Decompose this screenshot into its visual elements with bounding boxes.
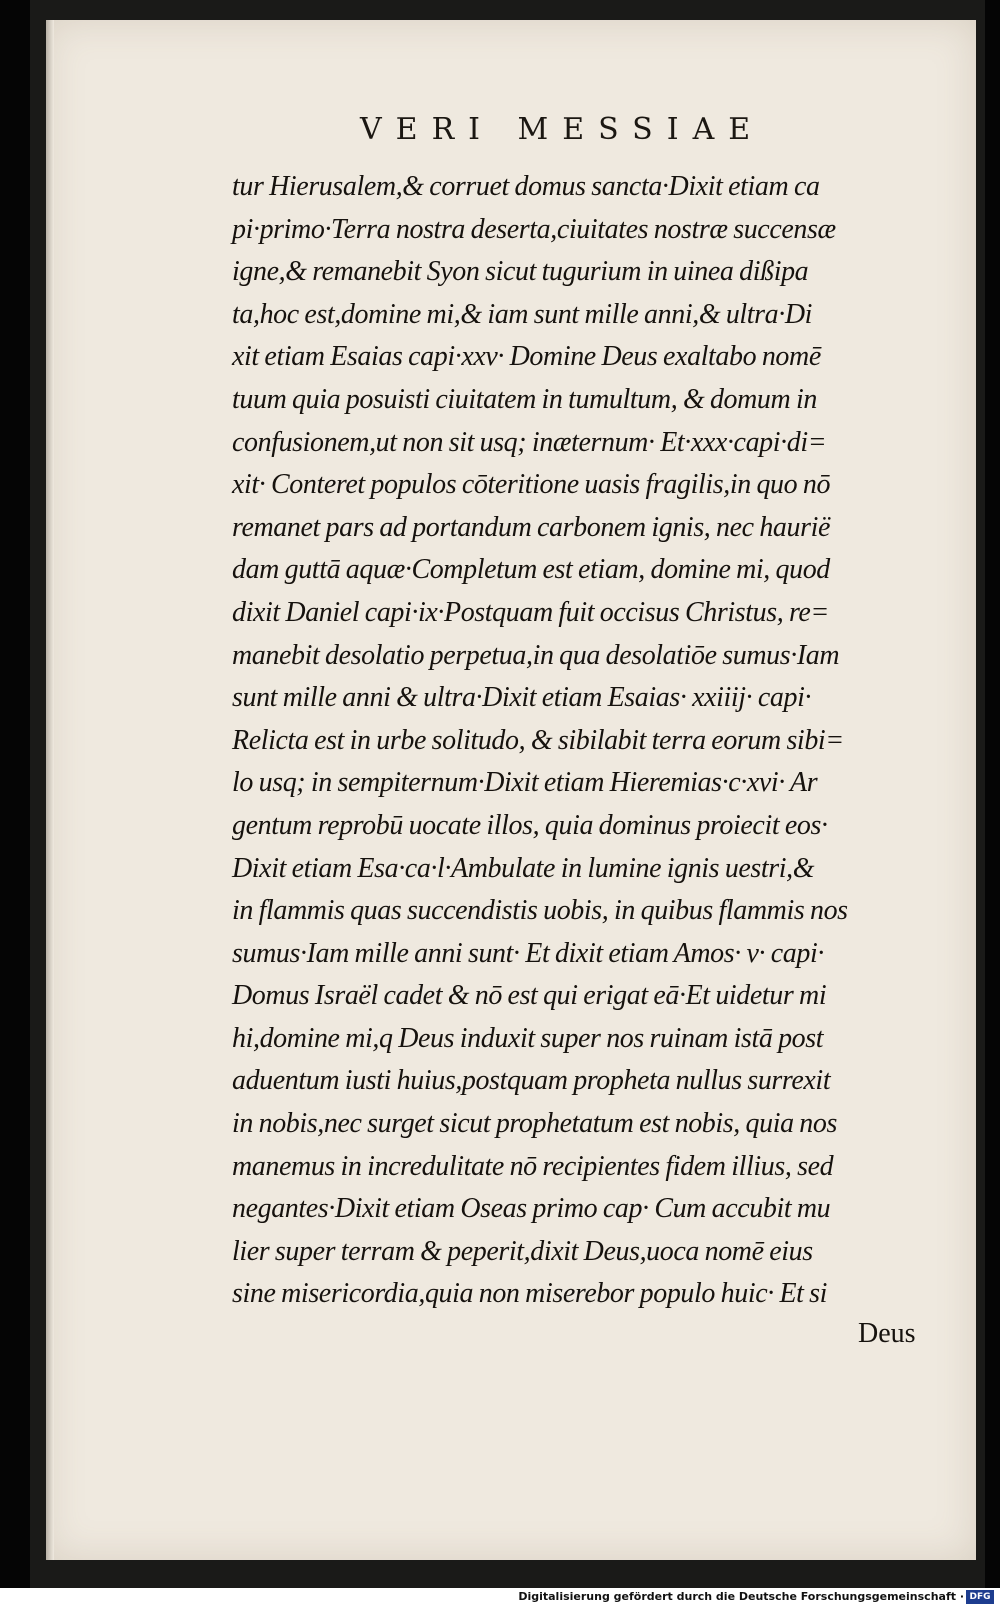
text-line: lo usq; in sempiternum·Dixit etiam Hieremias·c·xvi· Ar	[232, 766, 818, 799]
running-head: VERI MESSIAE	[360, 112, 765, 147]
text-line: Relicta est in urbe solitudo, & sibilabit terra eorum sibi=	[232, 723, 844, 756]
text-line: ta,hoc est,domine mi,& iam sunt mille anni,& ultra·Di	[232, 297, 813, 330]
text-line: sunt mille anni & ultra·Dixit etiam Esaias· xxiiij· capi·	[232, 681, 812, 714]
text-line: dam guttā aquæ·Completum est etiam, domine mi, quod	[232, 553, 830, 586]
text-line: lier super terram & peperit,dixit Deus,uoca nomē eius	[232, 1234, 813, 1267]
digitization-credit: Digitalisierung gefördert durch die Deutsche Forschungsgemeinschaft ·	[518, 1590, 964, 1603]
text-line: sine misericordia,quia non miserebor populo huic· Et si	[232, 1277, 828, 1310]
text-line: tuum quia posuisti ciuitatem in tumultum, & domum in	[232, 382, 817, 415]
text-line: manebit desolatio perpetua,in qua desolatiōe sumus·Iam	[232, 638, 840, 671]
text-line: gentum reprobū uocate illos, quia dominus proiecit eos·	[232, 808, 828, 841]
page-gutter-shadow	[46, 20, 54, 1560]
text-line: aduentum iusti huius,postquam propheta nullus surrexit	[232, 1064, 831, 1097]
text-line: pi·primo·Terra nostra deserta,ciuitates nostræ succensæ	[232, 212, 836, 245]
text-line: confusionem,ut non sit usq; inæternum· Et·xxx·capi·di=	[232, 425, 827, 458]
text-line: igne,& remanebit Syon sicut tugurium in uinea dißipa	[232, 255, 809, 288]
text-line: Dixit etiam Esa·ca·l·Ambulate in lumine ignis uestri,&	[232, 851, 815, 884]
text-line: xit etiam Esaias capi·xxv· Domine Deus exaltabo nomē	[232, 340, 821, 373]
text-line: remanet pars ad portandum carbonem ignis, nec haurië	[232, 510, 831, 543]
text-line: in nobis,nec surget sicut prophetatum est nobis, quia nos	[232, 1107, 837, 1140]
text-line: xit· Conteret populos cōteritione uasis fragilis,in quo nō	[232, 468, 831, 501]
text-line: dixit Daniel capi·ix·Postquam fuit occisus Christus, re=	[232, 595, 829, 628]
text-line: manemus in incredulitate nō recipientes fidem illius, sed	[232, 1149, 834, 1182]
body-text	[232, 165, 922, 1315]
catchword: Deus	[858, 1318, 916, 1349]
dfg-logo: DFG	[966, 1590, 994, 1604]
text-line: Domus Israël cadet & nō est qui erigat eā·Et uidetur mi	[232, 979, 827, 1012]
text-line: tur Hierusalem,& corruet domus sancta·Dixit etiam ca	[232, 170, 820, 202]
text-line: negantes·Dixit etiam Oseas primo cap· Cum accubit mu	[232, 1192, 831, 1225]
text-line: hi,domine mi,q Deus induxit super nos ruinam istā post	[232, 1021, 824, 1054]
text-line: in flammis quas succendistis uobis, in quibus flammis nos	[232, 894, 848, 927]
text-line: sumus·Iam mille anni sunt· Et dixit etiam Amos· v· capi·	[232, 936, 824, 969]
